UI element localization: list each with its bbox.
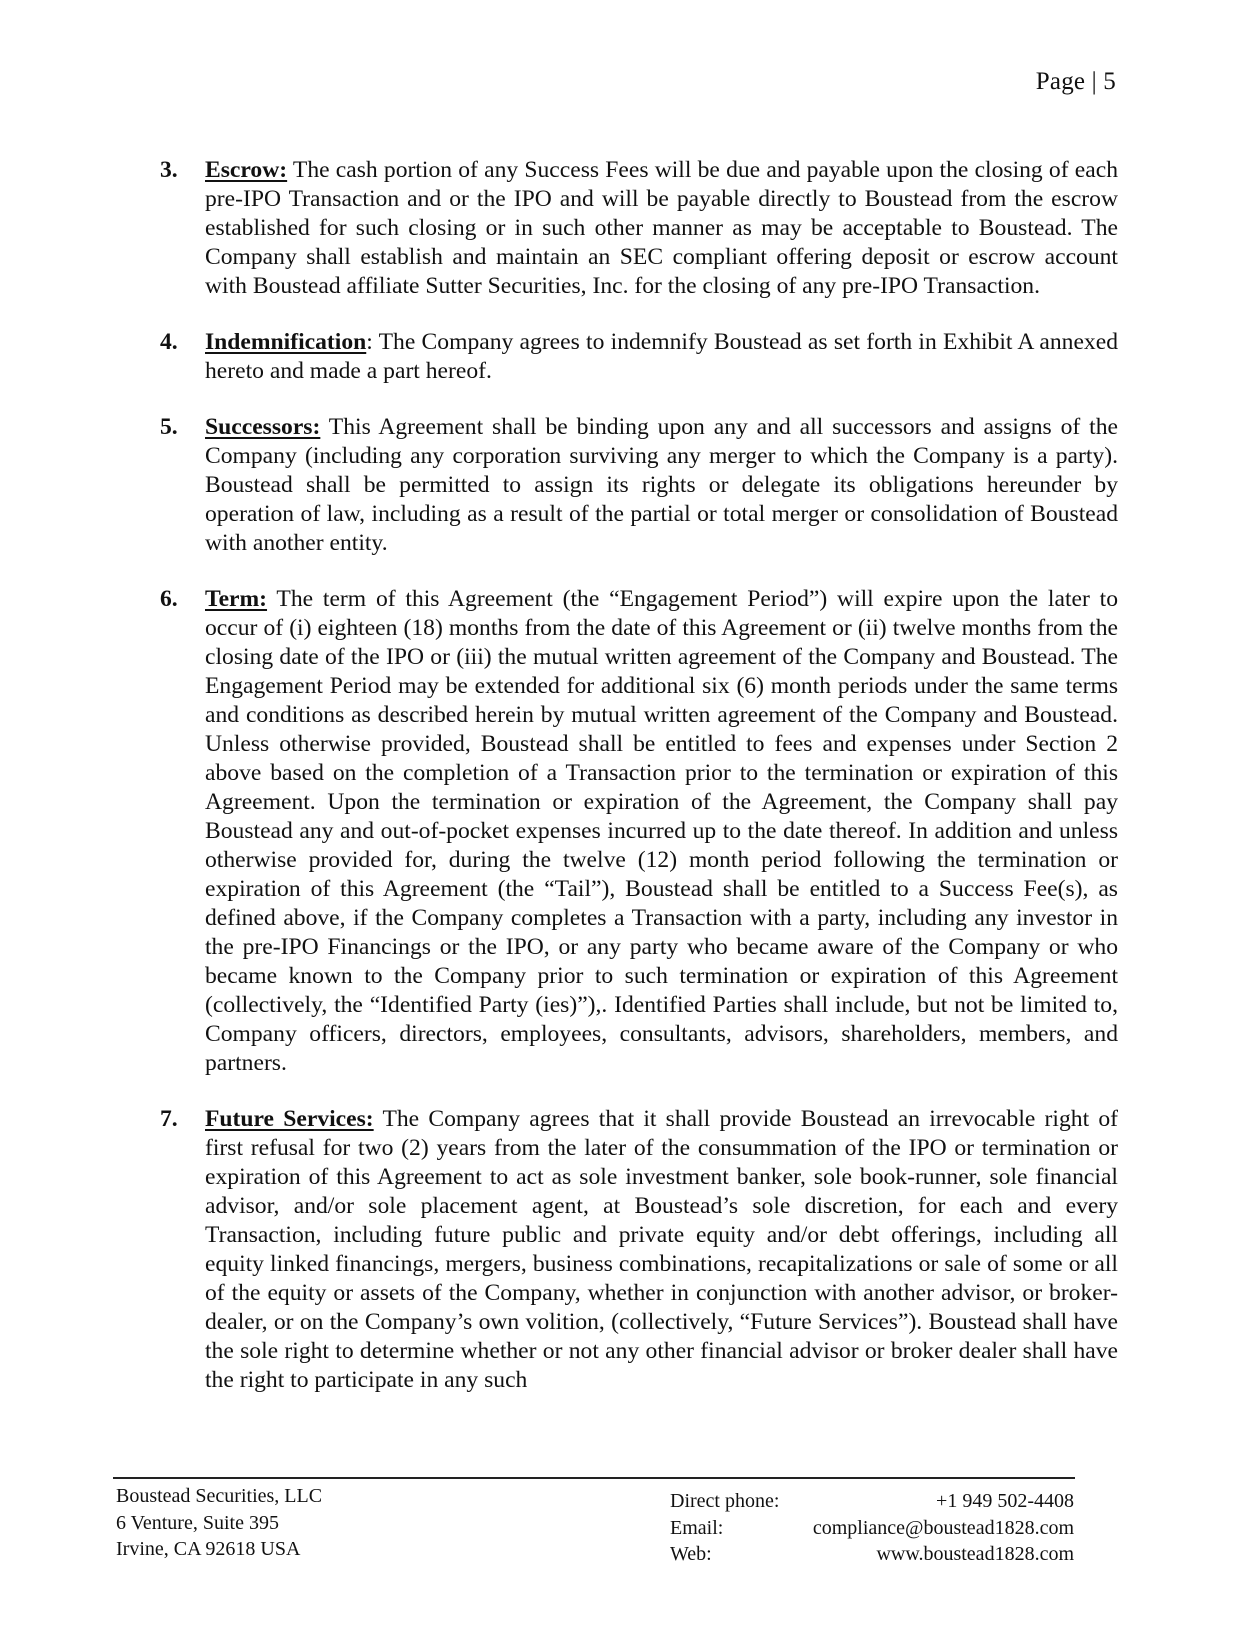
section-heading: Indemnification (205, 329, 367, 355)
footer-contact-block (670, 1488, 1074, 1568)
footer-email-row (670, 1515, 1074, 1542)
footer-phone-label: Direct phone: (670, 1490, 780, 1512)
footer-web-value: www.boustead1828.com (876, 1543, 1074, 1565)
section-body: The Company agrees that it shall provide Boustead an irrevocable right of first refusal for two (2) years from the later of the consummation of the IPO or termination or expiration of this Agreement to act as sole investment banker, sole book-runner, sole financial advisor, and/or sole placement agent, at Boustead’s sole discretion, for each and every Transaction, including future public and private equity and/or debt offerings, including all equity linked financings, mergers, business combinations, recapitalizations or sale of some or all of the equity or assets of the Company, whether in conjunction with another advisor, or broker-dealer, or on the Company’s own volition, (collectively, “Future Services”). Boustead shall have the sole right to determine whether or not any other financial advisor or broker dealer shall have the right to participate in any such (205, 1106, 1118, 1393)
section-heading: Term: (205, 586, 268, 612)
section-body: The cash portion of any Success Fees will be due and payable upon the closing of each pre-IPO Transaction and or the IPO and will be payable directly to Boustead from the escrow established for such closing or in such other manner as may be acceptable to Boustead. The Company shall establish and maintain an SEC compliant offering deposit or escrow account with Boustead affiliate Sutter Securities, Inc. for the closing of any pre-IPO Transaction. (205, 157, 1118, 299)
section-heading: Successors: (205, 414, 321, 440)
section-indemnification (160, 328, 1118, 386)
section-heading: Future Services: (205, 1106, 374, 1132)
section-body: This Agreement shall be binding upon any and all successors and assigns of the Company (including any corporation surviving any merger to which the Company is a party). Boustead shall be permitted to assign its rights or delegate its obligations hereunder by operation of law, including as a result of the partial or total merger or consolidation of Boustead with another entity. (205, 414, 1118, 556)
page-number: Page | 5 (1035, 68, 1116, 95)
section-number: 7. (160, 1106, 178, 1132)
footer-web-row (670, 1541, 1074, 1568)
section-escrow (160, 156, 1118, 301)
footer-phone-value: +1 949 502-4408 (936, 1490, 1074, 1512)
section-successors (160, 413, 1118, 558)
footer-address-line1: 6 Venture, Suite 395 (116, 1511, 279, 1534)
section-number: 3. (160, 157, 178, 183)
footer-address-block (116, 1483, 322, 1563)
section-number: 4. (160, 329, 178, 355)
section-body: The term of this Agreement (the “Engagement Period”) will expire upon the later to occur of (i) eighteen (18) months from the date of this Agreement or (ii) twelve months from the closing date of the IPO or (iii) the mutual written agreement of the Company and Boustead. The Engagement Period may be extended for additional six (6) month periods under the same terms and conditions as described herein by mutual written agreement of the Company and Boustead. Unless otherwise provided, Boustead shall be entitled to fees and expenses under Section 2 above based on the completion of a Transaction prior to the termination or expiration of this Agreement. Upon the termination or expiration of the Agreement, the Company shall pay Boustead any and out-of-pocket expenses incurred up to the date thereof. In addition and unless otherwise provided for, during the twelve (12) month period following the termination or expiration of this Agreement (the “Tail”), Boustead shall be entitled to a Success Fee(s), as defined above, if the Company completes a Transaction with a party, including any investor in the pre-IPO Financings or the IPO, or any party who became aware of the Company or who became known to the Company prior to such termination or expiration of this Agreement (collectively, the “Identified Party (ies)”),. Identified Parties shall include, but not be limited to, Company officers, directors, employees, consultants, advisors, shareholders, members, and partners. (205, 586, 1118, 1076)
agreement-sections (160, 156, 1118, 1422)
section-future-services (160, 1105, 1118, 1395)
section-body: : The Company agrees to indemnify Boustead as set forth in Exhibit A annexed hereto and made a part hereof. (205, 329, 1118, 384)
footer-email-label: Email: (670, 1516, 724, 1539)
section-heading: Escrow: (205, 157, 288, 183)
footer-email-value: compliance@boustead1828.com (812, 1516, 1074, 1539)
section-number: 5. (160, 414, 178, 440)
footer-address-line2: Irvine, CA 92618 USA (116, 1538, 301, 1560)
section-number: 6. (160, 586, 178, 612)
footer-divider (113, 1477, 1075, 1479)
footer-phone-row (670, 1488, 1074, 1515)
section-term (160, 585, 1118, 1078)
footer-web-label: Web: (670, 1543, 712, 1565)
footer-company-name: Boustead Securities, LLC (116, 1485, 323, 1507)
